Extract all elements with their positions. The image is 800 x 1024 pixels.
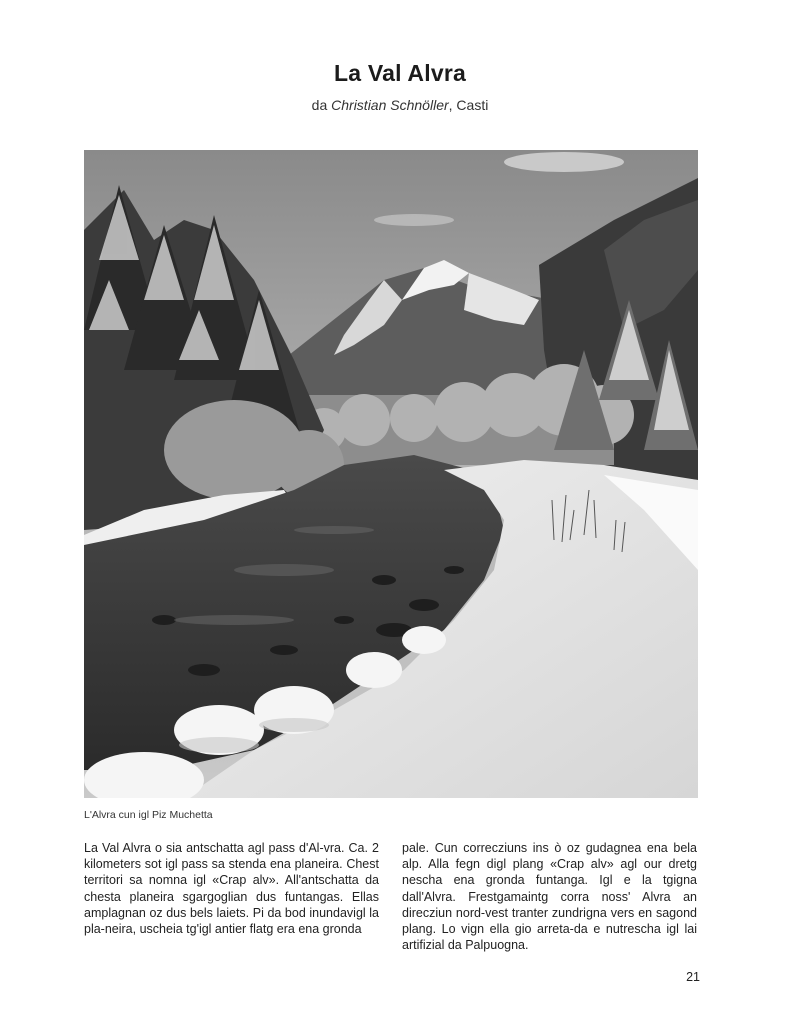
article-byline	[0, 97, 800, 113]
article-title: La Val Alvra	[334, 60, 466, 86]
page-number: 21	[686, 970, 700, 984]
photo-caption: L'Alvra cun igl Piz Muchetta	[84, 809, 213, 821]
body-column-left: La Val Alvra o sia antschatta agl pass d'Al-vra. Ca. 2 kilometers sot igl pass sa stenda ena planeira. Chest territori sa nomna igl «Crap alv». All'antschatta da chesta planeira sgargoglian dus funtangas. Ellas amplagnan oz dus bels laiets. Pi da bod inundavigl la pla-neira, uscheia tg'igl antier flatg era ena gronda	[84, 841, 379, 937]
landscape-photo	[84, 150, 698, 798]
byline-prefix: da	[311, 97, 332, 113]
byline-suffix: , Casti	[448, 97, 489, 113]
byline-author: Christian Schnöller	[331, 97, 449, 113]
body-column-right: pale. Cun correcziuns ins ò oz gudagnea ena bela alp. Alla fegn digl plang «Crap alv» agl our dretg nescha ena gronda funtanga. Igl e la tgigna dall'Alvra. Frestgamaintg corra noss' Alvra an direcziun nord-vest tranter zundrigna vers en sagond plang. Lo vign ella gio arreta-da e nutrescha igl lai artifizial da Palpuogna.	[402, 841, 697, 953]
